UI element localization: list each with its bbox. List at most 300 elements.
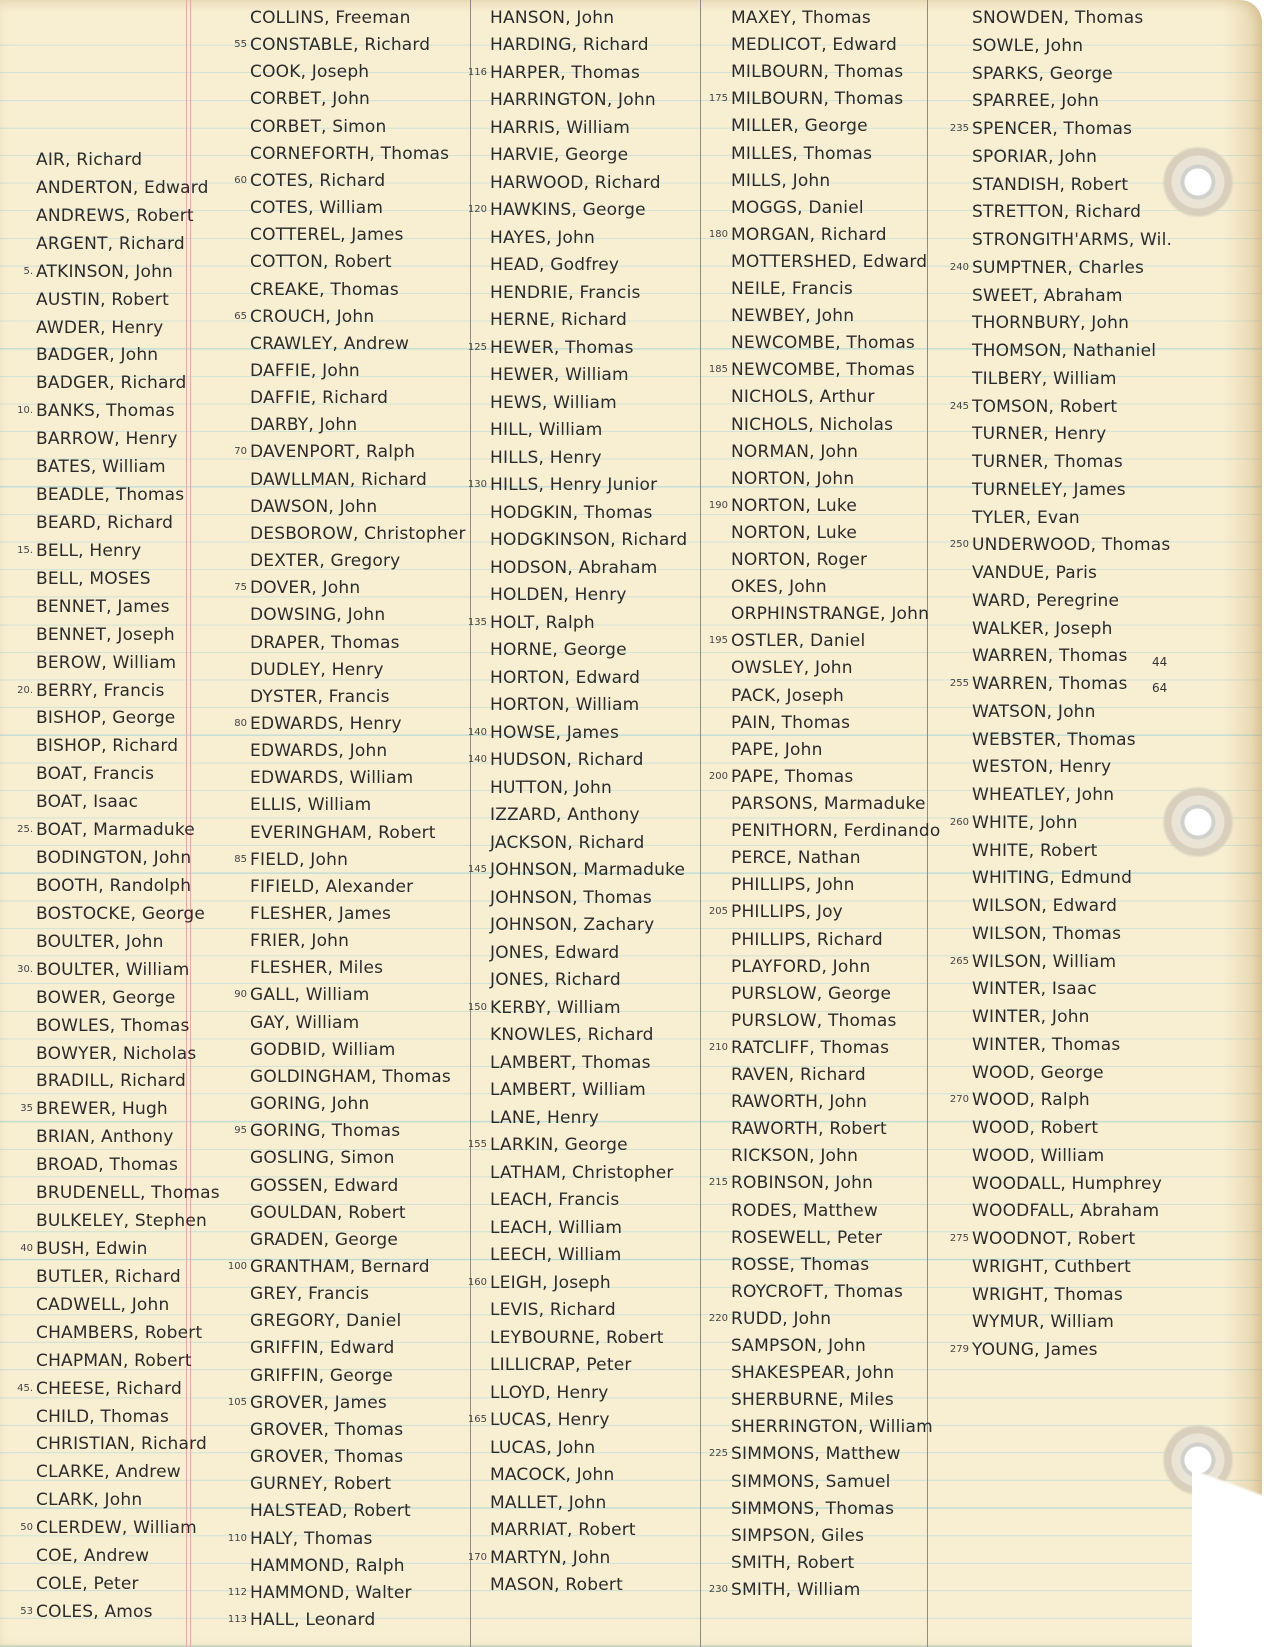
entry-number: 75 [234, 582, 247, 594]
entry-name: NORTON, Luke [731, 495, 858, 516]
entry-name: EVERINGHAM, Robert [250, 822, 436, 843]
entry-number: 65 [234, 310, 247, 322]
entry-name: PHILLIPS, Richard [731, 929, 883, 950]
entry-name: HOWSE, James [490, 722, 620, 743]
entry-name: OWSLEY, John [731, 658, 853, 679]
entry-number: 150 [467, 1001, 487, 1013]
entry-number: 195 [708, 635, 728, 647]
entry-name: BADGER, John [36, 345, 159, 366]
name-entry [972, 424, 1106, 444]
entry-name: SPORIAR, John [972, 146, 1098, 167]
entry-name: CLERDEW, William [36, 1518, 197, 1539]
name-entry [949, 119, 1133, 139]
entry-name: SWEET, Abraham [972, 285, 1123, 306]
name-entry [250, 687, 390, 707]
entry-name: WOODALL, Humphrey [972, 1173, 1162, 1194]
name-entry [731, 1011, 897, 1031]
name-entry [250, 605, 385, 625]
entry-name: RAWORTH, Robert [731, 1119, 887, 1140]
name-entry [467, 475, 658, 496]
entry-name: JOHNSON, Zachary [490, 915, 655, 936]
entry-number: 45. [17, 1382, 33, 1394]
entry-name: MARRIAT, Robert [490, 1520, 636, 1541]
name-entry [972, 868, 1132, 888]
name-entry [250, 904, 391, 924]
name-entry [731, 1336, 866, 1356]
entry-name: GODBID, William [250, 1039, 396, 1060]
entry-name: LAMBERT, William [490, 1080, 646, 1101]
entry-name: VANDUE, Paris [972, 563, 1098, 583]
name-entry [250, 334, 409, 354]
entry-name: NORTON, Luke [731, 522, 858, 543]
name-entry [731, 62, 903, 82]
entry-name: DESBOROW, Christopher [250, 523, 466, 544]
entry-name: WILSON, Edward [972, 896, 1118, 916]
entry-name: GORING, Thomas [250, 1121, 401, 1142]
name-entry [490, 943, 619, 963]
name-entry [490, 393, 617, 413]
entry-name: HOLT, Ralph [490, 612, 595, 633]
entry-name: BOULTER, John [36, 931, 164, 952]
name-entry [972, 8, 1143, 28]
entry-name: STRETTON, Richard [972, 202, 1142, 223]
name-entry [731, 875, 855, 895]
name-entry [234, 1121, 401, 1142]
name-entry [20, 1099, 168, 1120]
name-entry [708, 1580, 861, 1600]
name-entry [731, 442, 858, 462]
entry-name: MOGGS, Daniel [731, 197, 864, 218]
name-entry [490, 558, 658, 578]
name-entry [731, 116, 868, 136]
name-entry [490, 970, 621, 990]
entry-name: PAIN, Thomas [731, 712, 851, 733]
entry-name: LUCAS, John [490, 1437, 596, 1458]
entry-name: COOK, Joseph [250, 62, 370, 83]
entry-name: OKES, John [731, 577, 827, 598]
name-entry [467, 997, 621, 1018]
name-entry [949, 1090, 1090, 1111]
name-entry [490, 173, 661, 193]
name-entry [490, 888, 652, 908]
name-entry [490, 310, 627, 330]
name-entry [17, 401, 175, 422]
name-entry [250, 1203, 406, 1223]
entry-name: GOLDINGHAM, Thomas [250, 1066, 451, 1087]
name-entry [490, 640, 627, 660]
name-entry [731, 1119, 887, 1139]
entry-name: ARGENT, Richard [36, 233, 185, 254]
name-entry [36, 1462, 181, 1482]
entry-name: RAWORTH, John [731, 1092, 868, 1113]
name-entry [490, 1493, 607, 1513]
entry-name: NORTON, Roger [731, 550, 868, 571]
name-entry [731, 171, 830, 191]
name-entry [36, 1211, 207, 1231]
name-entry [17, 680, 165, 701]
entry-name: DAWSON, John [250, 496, 378, 517]
name-entry [731, 1092, 867, 1112]
entry-name: HALY, Thomas [250, 1528, 373, 1549]
entry-name: GAY, William [250, 1012, 360, 1033]
name-entry [250, 361, 360, 381]
entry-name: PURSLOW, George [731, 983, 892, 1004]
entry-name: TURNER, Henry [972, 424, 1107, 445]
entry-name: BANKS, Thomas [36, 401, 175, 422]
entry-number: 120 [467, 204, 487, 216]
name-entry [36, 290, 169, 310]
entry-number: 110 [227, 1532, 247, 1544]
entry-name: DOWSING, John [250, 605, 386, 626]
entry-number: 116 [467, 66, 487, 78]
entry-name: HEWER, William [490, 365, 629, 386]
entry-name: JOHNSON, Marmaduke [490, 860, 686, 881]
name-entry [972, 230, 1172, 250]
name-entry [708, 766, 854, 787]
entry-name: CHEESE, Richard [36, 1378, 183, 1399]
name-entry [949, 396, 1118, 417]
entry-name: NICHOLS, Arthur [731, 387, 875, 408]
entry-name: BARROW, Henry [36, 429, 178, 450]
name-entry [490, 228, 595, 248]
name-entry [731, 198, 864, 218]
name-entry [490, 1163, 674, 1183]
name-entry [36, 736, 178, 756]
name-entry [36, 764, 154, 784]
entry-name: TURNER, Thomas [972, 452, 1123, 472]
entry-name: SAMPSON, John [731, 1336, 866, 1357]
name-entry [36, 345, 158, 365]
name-entry [490, 585, 627, 605]
entry-name: PHILLIPS, John [731, 875, 855, 896]
name-entry [490, 1328, 664, 1348]
name-entry [36, 708, 175, 728]
entry-number: 5. [23, 265, 33, 277]
name-entry [972, 646, 1128, 666]
entry-name: HALL, Leonard [250, 1610, 376, 1630]
entry-name: MILLS, John [731, 170, 831, 191]
entry-number: 220 [708, 1312, 728, 1324]
name-entry [731, 1255, 869, 1275]
entry-name: BUSH, Edwin [36, 1239, 148, 1259]
name-entry [490, 118, 630, 138]
entry-number: 205 [708, 906, 728, 918]
entry-name: GRADEN, George [250, 1229, 399, 1250]
name-entry [731, 1499, 894, 1519]
entry-name: NEWCOMBE, Thomas [731, 360, 915, 381]
entry-name: BEADLE, Thomas [36, 485, 185, 506]
entry-name: COTTON, Robert [250, 252, 392, 273]
entry-name: MASON, Robert [490, 1575, 623, 1595]
entry-name: SPENCER, Thomas [972, 119, 1133, 139]
entry-name: AWDER, Henry [36, 317, 164, 338]
entry-name: COTTEREL, James [250, 225, 404, 246]
name-entry [972, 1257, 1131, 1277]
entry-name: HARWOOD, Richard [490, 172, 661, 193]
entry-name: HUTTON, John [490, 777, 612, 798]
entry-name: SUMPTNER, Charles [972, 257, 1145, 278]
torn-corner [1192, 1347, 1262, 1647]
entry-name: PAPE, John [731, 739, 823, 760]
entry-name: COLE, Peter [36, 1574, 139, 1595]
name-entry [731, 984, 891, 1004]
entry-name: WINTER, Thomas [972, 1034, 1121, 1055]
entry-name: WHITE, Robert [972, 840, 1098, 861]
name-entry [36, 206, 194, 226]
entry-name: BEARD, Richard [36, 513, 174, 533]
name-entry [731, 252, 927, 272]
entry-name: WARREN, Thomas [972, 646, 1128, 667]
entry-name: HODGKIN, Thomas [490, 502, 653, 523]
name-entry [949, 257, 1145, 278]
entry-name: HARDING, Richard [490, 35, 649, 56]
entry-name: BATES, William [36, 457, 166, 478]
name-entry [490, 1383, 609, 1403]
entry-number: 275 [949, 1233, 969, 1244]
name-entry [972, 1118, 1098, 1138]
entry-name: GREY, Francis [250, 1284, 370, 1305]
entry-name: WARREN, Thomas [972, 674, 1128, 694]
entry-number: 279 [949, 1344, 969, 1355]
entry-number: 135 [467, 616, 487, 628]
entry-name: HEWER, Thomas [490, 337, 634, 358]
entry-name: PACK, Joseph [731, 685, 845, 706]
name-entry [20, 1518, 197, 1539]
name-entry [36, 373, 186, 393]
name-entry [36, 1071, 186, 1091]
name-entry [490, 1245, 622, 1265]
name-entry [36, 1127, 174, 1147]
name-entry [490, 35, 649, 55]
entry-name: CLARK, John [36, 1490, 143, 1511]
name-entry [250, 1311, 401, 1331]
entry-name: HOLDEN, Henry [490, 585, 627, 606]
entry-number: 140 [467, 754, 487, 766]
name-entry [17, 1378, 183, 1399]
entry-name: COTES, William [250, 198, 384, 219]
entry-name: WRIGHT, Cuthbert [972, 1256, 1131, 1277]
entry-name: DUDLEY, Henry [250, 659, 384, 680]
name-entry [972, 730, 1136, 750]
name-entry [36, 792, 138, 812]
entry-name: WHITING, Edmund [972, 868, 1133, 889]
name-entry [490, 668, 640, 688]
entry-name: DAFFIE, Richard [250, 388, 389, 409]
entry-name: BOULTER, William [36, 959, 190, 980]
name-entry [490, 420, 602, 440]
name-entry [731, 957, 870, 977]
entry-name: PLAYFORD, John [731, 956, 871, 977]
entry-name: TILBERY, William [972, 368, 1117, 389]
name-entry [250, 1366, 393, 1386]
name-entry [467, 860, 686, 881]
entry-name: HERNE, Richard [490, 310, 627, 331]
entry-name: TURNELEY, James [972, 479, 1126, 500]
name-entry [731, 469, 854, 489]
entry-name: AIR, Richard [36, 150, 143, 170]
entry-name: MILBOURN, Thomas [731, 62, 904, 83]
name-entry [250, 1420, 403, 1440]
name-entry [972, 341, 1156, 361]
entry-name: HILL, William [490, 420, 603, 441]
name-entry [972, 924, 1121, 944]
entry-name: NEILE, Francis [731, 279, 853, 300]
name-entry [949, 1340, 1098, 1360]
entry-name: YOUNG, James [972, 1340, 1098, 1360]
name-entry [731, 848, 861, 868]
entry-number: 155 [467, 1139, 487, 1151]
entry-name: WOODFALL, Abraham [972, 1201, 1160, 1222]
entry-name: SPARREE, John [972, 91, 1100, 112]
entry-name: GREGORY, Daniel [250, 1311, 402, 1332]
entry-name: LUCAS, Henry [490, 1410, 610, 1431]
name-entry [708, 1173, 874, 1194]
entry-name: BOWER, George [36, 987, 176, 1008]
name-entry [708, 1308, 832, 1329]
entry-name: MILBOURN, Thomas [731, 89, 904, 110]
entry-name: NORMAN, John [731, 441, 859, 462]
entry-name: RICKSON, John [731, 1146, 859, 1167]
entry-name: TOMSON, Robert [972, 396, 1118, 417]
entry-name: BOSTOCKE, George [36, 903, 206, 924]
entry-name: GOSSEN, Edward [250, 1175, 399, 1196]
name-entry [36, 1490, 142, 1510]
name-entry [250, 795, 371, 815]
name-entry [972, 1007, 1090, 1027]
entry-name: SHAKESPEAR, John [731, 1363, 895, 1384]
punch-hole [1162, 786, 1234, 858]
entry-name: CLARKE, Andrew [36, 1462, 181, 1483]
entry-name: DAVENPORT, Ralph [250, 442, 416, 463]
entry-number: 160 [467, 1276, 487, 1288]
entry-name: LLOYD, Henry [490, 1382, 609, 1403]
entry-number: 130 [467, 479, 487, 491]
entry-name: BELL, Henry [36, 540, 142, 561]
name-entry [490, 1053, 651, 1073]
name-entry [708, 89, 904, 110]
entry-name: ROBINSON, John [731, 1173, 874, 1194]
name-entry [490, 1355, 632, 1375]
entry-name: FLESHER, Miles [250, 958, 384, 979]
name-entry [731, 8, 871, 28]
name-entry [36, 569, 151, 589]
entry-number: 112 [227, 1586, 247, 1598]
name-entry [250, 1013, 359, 1033]
name-entry [972, 979, 1097, 999]
entry-name: LARKIN, George [490, 1135, 628, 1156]
name-entry [490, 145, 628, 165]
entry-name: ROSSE, Thomas [731, 1254, 870, 1275]
entry-name: ANDERTON, Edward [36, 177, 209, 198]
name-entry [250, 497, 377, 517]
entry-name: CORBET, Simon [250, 116, 387, 137]
name-entry [234, 35, 431, 56]
entry-name: BERRY, Francis [36, 680, 165, 701]
entry-name: RODES, Matthew [731, 1200, 878, 1221]
entry-number: 175 [708, 93, 728, 105]
name-entry [708, 360, 915, 381]
name-entry [36, 318, 163, 338]
entry-name: BEROW, William [36, 652, 177, 673]
name-entry [490, 255, 619, 275]
entry-name: WOOD, Robert [972, 1118, 1099, 1138]
name-entry [972, 619, 1113, 639]
entry-name: LEYBOURNE, Robert [490, 1327, 664, 1348]
name-entry [467, 722, 620, 743]
name-entry [708, 631, 866, 652]
entry-name: FRIER, John [250, 931, 350, 952]
entry-name: BRADILL, Richard [36, 1071, 187, 1092]
entry-name: HILLS, Henry Junior [490, 475, 658, 496]
name-entry [234, 442, 416, 463]
entry-name: GOULDAN, Robert [250, 1202, 406, 1223]
entry-number: 50 [20, 1522, 33, 1534]
name-entry [250, 280, 399, 300]
entry-number: 170 [467, 1551, 487, 1563]
entry-name: STANDISH, Robert [972, 174, 1129, 195]
name-entry [731, 1553, 854, 1573]
entry-name: RUDD, John [731, 1308, 832, 1329]
name-entry [36, 1016, 190, 1036]
name-entry [36, 178, 209, 198]
entry-number: 235 [949, 123, 969, 134]
entry-number: 40 [20, 1243, 33, 1254]
name-entry [36, 513, 173, 533]
entry-name: FLESHER, James [250, 904, 392, 925]
name-entry [250, 1148, 395, 1168]
entry-name: GROVER, Thomas [250, 1447, 404, 1468]
entry-name: HEWS, William [490, 392, 617, 413]
name-entry [17, 959, 190, 980]
name-entry [708, 1444, 901, 1465]
name-entry [250, 1338, 394, 1358]
name-entry [250, 225, 404, 245]
name-entry [490, 1108, 599, 1128]
entry-name: HALSTEAD, Robert [250, 1501, 411, 1522]
name-entry [36, 1351, 192, 1371]
entry-name: WINTER, Isaac [972, 979, 1097, 1000]
name-entry [972, 175, 1128, 195]
entry-name: STRONGITH'ARMS, Wil. [972, 230, 1173, 250]
entry-name: WOOD, Ralph [972, 1090, 1090, 1111]
entry-number: 145 [467, 864, 487, 876]
entry-number: 95 [234, 1125, 247, 1137]
entry-name: UNDERWOOD, Thomas [972, 535, 1171, 556]
entry-name: WATSON, John [972, 701, 1096, 722]
entry-name: GRIFFIN, George [250, 1365, 394, 1386]
name-entry [731, 1282, 903, 1302]
name-entry [731, 794, 926, 814]
name-entry [708, 902, 843, 923]
name-entry [972, 286, 1123, 306]
name-entry [250, 741, 387, 761]
name-entry [731, 333, 915, 353]
entry-name: CHAMBERS, Robert [36, 1322, 203, 1343]
name-entry [36, 904, 205, 924]
name-entry [972, 452, 1123, 472]
entry-name: COLES, Amos [36, 1602, 153, 1622]
entry-name: LEACH, Francis [490, 1190, 620, 1211]
name-entry [36, 876, 191, 896]
name-entry [250, 1447, 403, 1467]
name-entry [972, 1312, 1114, 1332]
name-entry [250, 117, 387, 137]
entry-number: 100 [227, 1261, 247, 1273]
entry-name: HAYES, John [490, 227, 595, 248]
entry-name: GROVER, Thomas [250, 1419, 404, 1440]
name-entry [490, 1218, 622, 1238]
name-entry [467, 200, 646, 221]
